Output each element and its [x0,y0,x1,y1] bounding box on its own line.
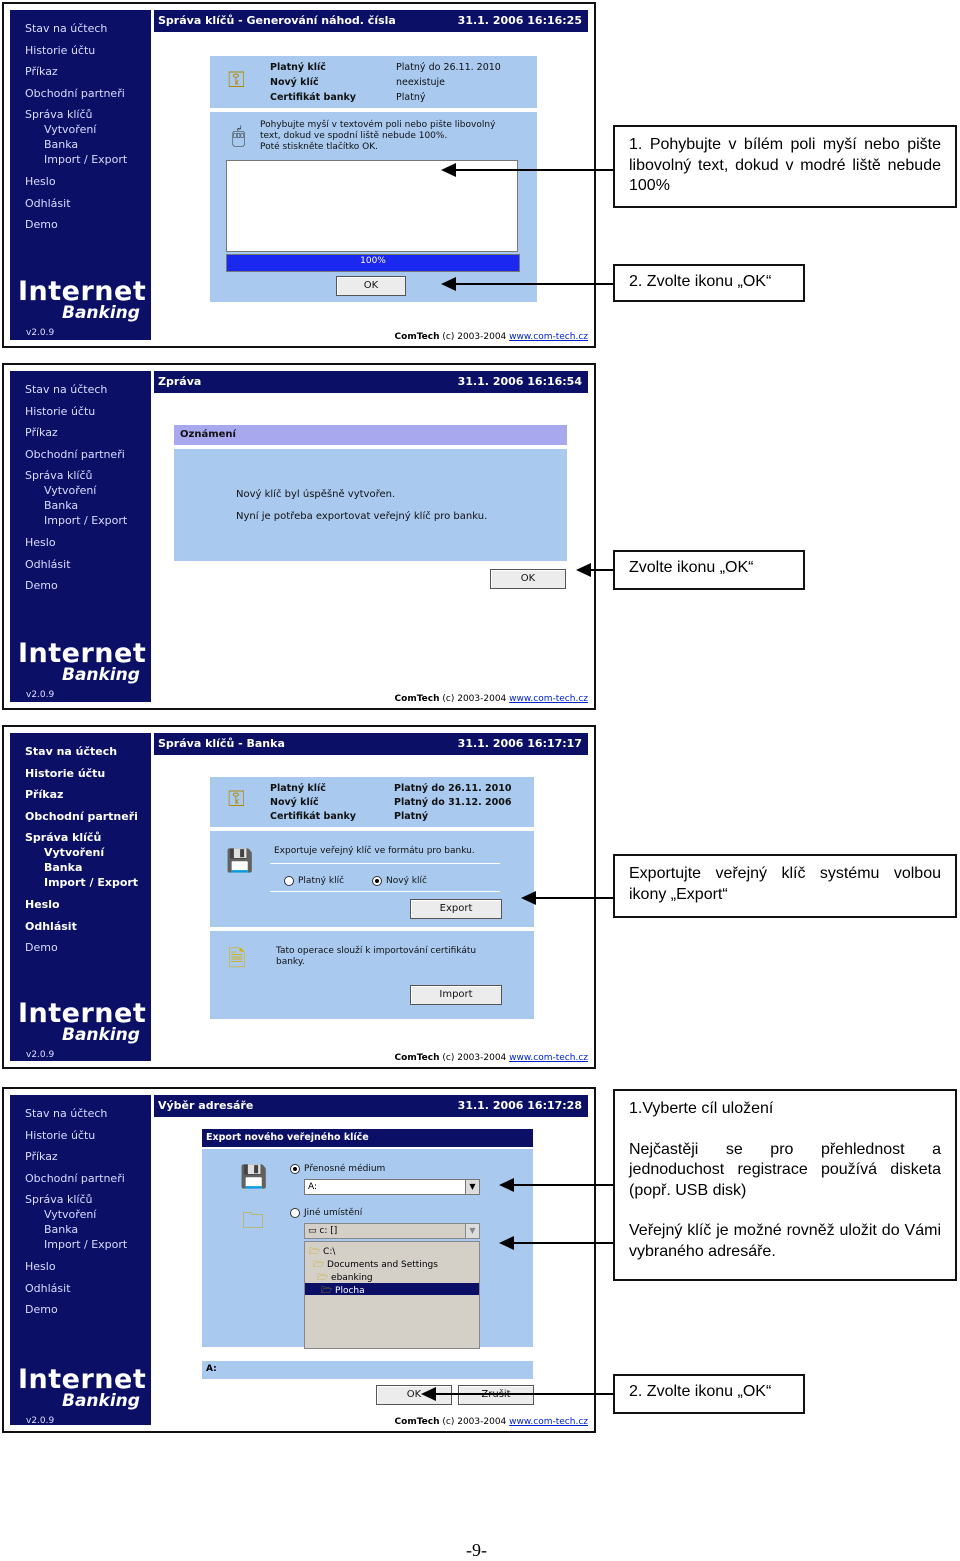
drive-select[interactable] [304,1223,480,1239]
nav-subitem-bank[interactable]: Banka [44,138,79,152]
radio-new-key-circle[interactable] [372,876,382,886]
mouse-icon: 🖱 [232,124,246,149]
nav-item-history[interactable]: Historie účtu [25,766,106,780]
sidebar [10,371,151,702]
copyright-link[interactable]: www.com-tech.cz [509,694,588,704]
key-value-bank-cert: Platný [394,811,429,822]
random-text-area[interactable] [226,160,518,252]
arrow-to-ok-2 [590,569,613,571]
logo-internet: Internet [18,276,147,307]
copyright-text: (c) 2003-2004 [442,332,507,342]
radio-other-location-circle[interactable] [290,1208,300,1218]
copyright-link[interactable]: www.com-tech.cz [509,1053,588,1063]
notice-header [174,425,567,445]
folder-item-label: Plocha [335,1286,365,1296]
copyright-brand: ComTech [394,1417,440,1427]
nav-subitem-bank[interactable]: Banka [44,1223,79,1237]
nav-subitem-import-export[interactable]: Import / Export [44,1238,128,1252]
drive-select-value: c: [] [319,1226,338,1236]
arrow-to-folder [513,1242,613,1244]
separator [270,891,500,892]
radio-valid-key-circle[interactable] [284,876,294,886]
key-label-valid: Platný klíč [270,783,326,794]
nav-item-password[interactable]: Heslo [25,1259,56,1273]
nav-item-demo[interactable]: Demo [25,218,58,232]
datetime: 31.1. 2006 16:17:17 [457,737,582,750]
logo-banking: Banking [62,1025,140,1045]
nav-item-password[interactable]: Heslo [25,897,60,911]
nav-item-accounts[interactable]: Stav na účtech [25,383,108,396]
separator [270,863,500,864]
note-export-text: Exportujte veřejný klíč systému volbou ikony „Export“ [629,865,941,903]
sidebar-nav [25,22,151,240]
datetime: 31.1. 2006 16:16:54 [457,375,582,388]
notice-message-1: Nový klíč byl úspěšně vytvořen. [236,489,396,500]
nav-item-keys[interactable]: Správa klíčů [25,469,93,483]
folder-open-icon: 🗁 [313,1260,325,1270]
copyright [395,1417,588,1427]
progress-label: 100% [360,256,386,266]
chevron-down-icon[interactable]: ▼ [465,1180,479,1194]
key-label-valid: Platný klíč [270,62,326,73]
key-value-new: Platný do 31.12. 2006 [394,797,512,808]
arrow-to-media [513,1184,613,1186]
export-header-label: Export nového veřejného klíče [206,1132,369,1143]
export-description: Exportuje veřejný klíč ve formátu pro banku. [274,846,475,856]
nav-item-partners[interactable]: Obchodní partneři [25,86,125,100]
datetime: 31.1. 2006 16:17:28 [457,1099,582,1112]
note-click-ok-1-text: 2. Zvolte ikonu „OK“ [629,273,772,290]
radio-valid-key[interactable] [284,875,344,887]
key-label-bank-cert: Certifikát banky [270,92,357,103]
folder-open-icon: 🗁 [317,1273,329,1283]
copyright [395,332,588,342]
datetime: 31.1. 2006 16:16:25 [457,14,582,27]
nav-item-history[interactable]: Historie účtu [25,43,96,57]
note-click-ok-1 [613,264,805,302]
instruction-line-2: text, dokud ve spodní liště nebude 100%. [260,131,448,141]
ok-button[interactable]: OK [490,569,566,589]
nav-item-order[interactable]: Příkaz [25,426,58,440]
nav-item-keys[interactable]: Správa klíčů [25,831,102,845]
page-number: -9- [466,1540,487,1560]
version-label: v2.0.9 [26,690,55,700]
nav-subitem-import-export[interactable]: Import / Export [44,514,128,528]
nav-item-demo[interactable]: Demo [25,579,58,593]
folder-icon: 🗀 [242,1209,265,1234]
note-select-destination-title: 1.Vyberte cíl uložení [629,1100,774,1117]
copyright-text: (c) 2003-2004 [442,1417,507,1427]
notice-panel [174,449,567,561]
export-header [202,1129,533,1147]
notice-message-2: Nyní je potřeba exportovat veřejný klíč pro banku. [236,511,488,522]
nav-item-accounts[interactable]: Stav na účtech [25,1107,108,1120]
nav-item-logout[interactable]: Odhlásit [25,196,71,210]
title-bar [154,733,588,755]
floppy-disk-icon: 💾 [226,849,254,874]
folder-item-label: C:\ [323,1247,336,1257]
nav-item-password[interactable]: Heslo [25,174,56,188]
version-label: v2.0.9 [26,328,55,338]
folder-item-selected[interactable] [305,1283,479,1295]
media-select[interactable] [304,1179,480,1195]
import-button[interactable]: Import [410,985,502,1005]
copyright-link[interactable]: www.com-tech.cz [509,1417,588,1427]
sidebar [10,1095,151,1425]
arrow-to-text-area [455,169,613,171]
sidebar [10,733,151,1061]
sidebar-nav [25,1107,151,1325]
nav-item-order[interactable]: Příkaz [25,788,64,802]
nav-item-history[interactable]: Historie účtu [25,404,96,418]
export-panel [210,831,534,927]
drive-icon: ▭ [308,1226,317,1236]
radio-other-location-label: Jiné umístění [304,1208,363,1218]
nav-item-demo[interactable]: Demo [25,941,58,955]
note-select-destination [613,1089,957,1281]
logo-internet: Internet [18,638,147,669]
screenshot-bank-export [2,725,596,1069]
copyright-brand: ComTech [394,694,440,704]
radio-other-location[interactable] [290,1207,362,1219]
logo-internet: Internet [18,1364,147,1395]
nav-item-logout[interactable]: Odhlásit [25,919,77,933]
import-description-1: Tato operace slouží k importování certifikátu [276,946,477,956]
nav-item-keys[interactable]: Správa klíčů [25,1193,93,1207]
nav-item-logout[interactable]: Odhlásit [25,557,71,571]
note-select-destination-p1: Nejčastěji se pro přehlednost a jednoduchost registrace používá disketa (popř. USB disk) [629,1140,941,1199]
nav-item-order[interactable]: Příkaz [25,1150,58,1164]
title-bar [154,1095,588,1117]
note-click-ok-2-text: Zvolte ikonu „OK“ [629,559,754,576]
sidebar-nav [25,383,151,601]
note-move-mouse-text: 1. Pohybujte v bílém poli myší nebo pište libovolný text, dokud v modré liště nebude 100% [629,136,941,194]
version-label: v2.0.9 [26,1050,55,1060]
page-title: Zpráva [158,375,202,388]
page-title: Výběr adresáře [158,1099,254,1112]
nav-item-partners[interactable]: Obchodní partneři [25,447,125,461]
radio-removable-media[interactable] [290,1163,385,1175]
nav-item-partners[interactable]: Obchodní partneři [25,1171,125,1185]
nav-subitem-import-export[interactable]: Import / Export [44,876,139,890]
logo-internet: Internet [18,998,147,1029]
import-panel [210,931,534,1019]
folder-item-label: ebanking [331,1273,373,1283]
document-icon: 🗎 [228,947,246,972]
nav-subitem-import-export[interactable]: Import / Export [44,153,128,167]
notice-header-label: Oznámení [180,429,236,440]
radio-removable-media-circle[interactable] [290,1164,300,1174]
logo-banking: Banking [62,665,140,685]
instruction-line-3: Poté stiskněte tlačítko OK. [260,142,378,152]
nav-item-demo[interactable]: Demo [25,1303,58,1317]
note-move-mouse [613,125,957,208]
folder-tree[interactable] [304,1241,480,1349]
sidebar [10,10,151,340]
floppy-disk-icon: 💾 [240,1165,268,1190]
random-input-panel [210,112,537,302]
copyright [395,1053,588,1063]
key-value-valid: Platný do 26.11. 2010 [394,783,512,794]
screenshot-generate-random [2,2,596,348]
media-select-value: A: [308,1182,318,1192]
path-field[interactable] [202,1361,533,1379]
nav-subitem-create[interactable]: Vytvoření [44,846,105,860]
page-title: Správa klíčů - Generování náhod. čísla [158,14,396,27]
export-button[interactable]: Export [410,899,502,919]
key-value-new: neexistuje [396,77,445,88]
title-bar [154,10,588,32]
key-icon: ⚿ [228,68,245,93]
instruction-line-1: Pohybujte myší v textovém poli nebo pište libovolný [260,120,496,130]
arrow-to-ok-3 [435,1393,613,1395]
cancel-button[interactable] [458,1385,534,1405]
path-value: A: [206,1364,217,1374]
screenshot-message [2,363,596,710]
key-label-new: Nový klíč [270,77,319,88]
sidebar-nav [25,745,151,963]
version-label: v2.0.9 [26,1416,55,1426]
progress-bar [226,254,520,272]
ok-button[interactable]: OK [336,276,406,296]
folder-open-icon: 🗁 [309,1247,321,1257]
radio-new-key-label: Nový klíč [386,876,427,886]
key-status-panel [210,56,537,108]
nav-subitem-bank[interactable]: Banka [44,861,83,875]
nav-item-keys[interactable]: Správa klíčů [25,108,93,122]
nav-subitem-create[interactable]: Vytvoření [44,1208,97,1222]
key-label-bank-cert: Certifikát banky [270,811,357,822]
import-description-2: banky. [276,957,305,967]
radio-valid-key-label: Platný klíč [298,876,345,886]
ok-button[interactable]: OK [376,1385,452,1405]
screenshot-directory-selection [2,1087,596,1433]
key-icon: ⚿ [228,787,245,812]
key-value-valid: Platný do 26.11. 2010 [396,62,501,73]
folder-open-icon: 🗁 [321,1286,333,1296]
copyright-text: (c) 2003-2004 [442,694,507,704]
copyright-brand: ComTech [394,332,440,342]
copyright [395,694,588,704]
title-bar [154,371,588,393]
nav-subitem-create[interactable]: Vytvoření [44,123,97,137]
note-click-ok-3 [613,1374,805,1414]
nav-item-password[interactable]: Heslo [25,535,56,549]
arrow-to-ok-1 [455,283,613,285]
nav-subitem-create[interactable]: Vytvoření [44,484,97,498]
key-status-panel [210,777,534,827]
arrow-to-export [535,897,613,899]
note-click-ok-2 [613,550,805,590]
nav-item-order[interactable]: Příkaz [25,65,58,79]
note-select-destination-p2: Veřejný klíč je možné rovněž uložit do Vámi vybraného adresáře. [629,1222,941,1260]
nav-item-accounts[interactable]: Stav na účtech [25,745,118,758]
note-export [613,854,957,918]
nav-item-logout[interactable]: Odhlásit [25,1281,71,1295]
radio-removable-media-label: Přenosné médium [304,1164,386,1174]
destination-panel [202,1149,533,1347]
radio-new-key[interactable] [372,875,427,887]
copyright-link[interactable]: www.com-tech.cz [509,332,588,342]
copyright-brand: ComTech [394,1053,440,1063]
page-title: Správa klíčů - Banka [158,737,285,750]
key-label-new: Nový klíč [270,797,319,808]
nav-subitem-bank[interactable]: Banka [44,499,79,513]
folder-item-label: Documents and Settings [327,1260,438,1270]
nav-item-history[interactable]: Historie účtu [25,1128,96,1142]
key-value-bank-cert: Platný [396,92,426,103]
chevron-down-icon[interactable]: ▼ [465,1224,479,1238]
nav-item-partners[interactable]: Obchodní partneři [25,809,138,823]
nav-item-accounts[interactable]: Stav na účtech [25,22,108,35]
copyright-text: (c) 2003-2004 [442,1053,507,1063]
logo-banking: Banking [62,1391,140,1411]
logo-banking: Banking [62,303,140,323]
note-click-ok-3-text: 2. Zvolte ikonu „OK“ [629,1383,772,1400]
